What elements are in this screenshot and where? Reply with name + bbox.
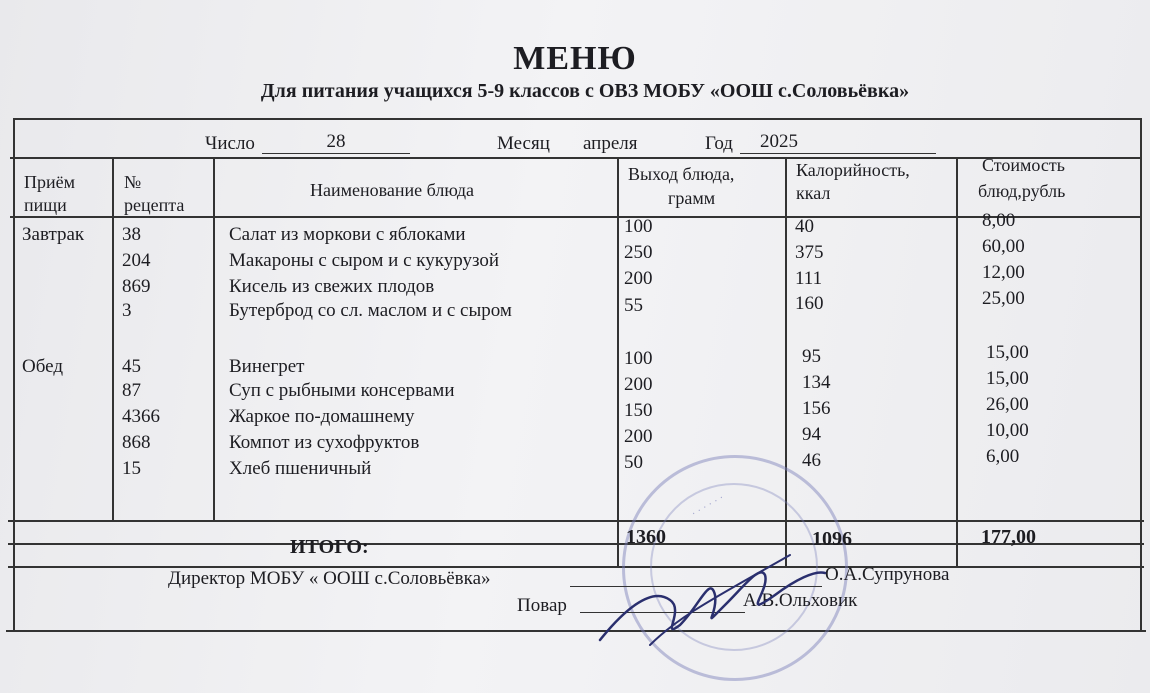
dish-cell: Салат из моркови с яблоками <box>229 224 466 245</box>
yield-cell: 200 <box>624 374 653 395</box>
dish-cell: Компот из сухофруктов <box>229 432 420 453</box>
day-label: Число <box>205 133 255 154</box>
year-value: 2025 <box>740 131 936 154</box>
month-label: Месяц <box>497 133 550 154</box>
header-cal-1: Калорийность, <box>796 160 910 180</box>
calories-cell: 134 <box>802 372 831 393</box>
calories-cell: 95 <box>802 346 821 367</box>
recipe-cell: 4366 <box>122 406 160 427</box>
cost-cell: 15,00 <box>986 342 1029 363</box>
recipe-cell: 38 <box>122 224 141 245</box>
calories-cell: 40 <box>795 216 814 237</box>
meal-label-lunch: Обед <box>22 356 63 377</box>
yield-cell: 150 <box>624 400 653 421</box>
dish-cell: Макароны с сыром и с кукурузой <box>229 250 500 271</box>
recipe-cell: 868 <box>122 432 151 453</box>
yield-cell: 200 <box>624 426 653 447</box>
totals-yield: 1360 <box>626 526 666 548</box>
dish-cell: Бутерброд со сл. маслом и с сыром <box>229 300 512 321</box>
dish-cell: Кисель из свежих плодов <box>229 276 435 297</box>
recipe-cell: 15 <box>122 458 141 479</box>
header-cost-2: блюд,рубль <box>978 181 1066 201</box>
dish-cell: Суп с рыбными консервами <box>229 380 455 401</box>
header-cost-1: Стоимость <box>982 155 1065 175</box>
dish-cell: Жаркое по-домашнему <box>229 406 415 427</box>
director-name: О.А.Супрунова <box>825 564 950 585</box>
recipe-cell: 45 <box>122 356 141 377</box>
yield-cell: 100 <box>624 348 653 369</box>
yield-cell: 55 <box>624 295 643 316</box>
calories-cell: 375 <box>795 242 824 263</box>
calories-cell: 46 <box>802 450 821 471</box>
dish-cell: Хлеб пшеничный <box>229 458 372 479</box>
cook-name: А.В.Ольховик <box>743 590 858 611</box>
header-meal-2: пищи <box>24 195 67 215</box>
recipe-cell: 204 <box>122 250 151 271</box>
yield-cell: 50 <box>624 452 643 473</box>
totals-cost: 177,00 <box>981 526 1036 548</box>
yield-cell: 200 <box>624 268 653 289</box>
calories-cell: 160 <box>795 293 824 314</box>
day-value: 28 <box>262 131 410 154</box>
cost-cell: 12,00 <box>982 262 1025 283</box>
header-recipe-1: № <box>124 172 142 192</box>
month-value: апреля <box>583 133 638 154</box>
calories-cell: 94 <box>802 424 821 445</box>
recipe-cell: 87 <box>122 380 141 401</box>
yield-cell: 100 <box>624 216 653 237</box>
calories-cell: 111 <box>795 268 823 289</box>
handwritten-signature <box>590 545 830 655</box>
totals-calories: 1096 <box>812 528 852 550</box>
dish-cell: Винегрет <box>229 356 305 377</box>
cost-cell: 26,00 <box>986 394 1029 415</box>
header-recipe-2: рецепта <box>124 195 185 215</box>
cost-cell: 8,00 <box>982 210 1016 231</box>
document-title: МЕНЮ <box>513 40 637 77</box>
header-dish: Наименование блюда <box>310 180 475 200</box>
header-yield-2: грамм <box>668 188 716 208</box>
calories-cell: 156 <box>802 398 831 419</box>
yield-cell: 250 <box>624 242 653 263</box>
year-label: Год <box>705 133 733 154</box>
cost-cell: 60,00 <box>982 236 1025 257</box>
header-cal-2: ккал <box>796 183 831 203</box>
recipe-cell: 869 <box>122 276 151 297</box>
director-label: Директор МОБУ « ООШ с.Соловьёвка» <box>168 568 491 589</box>
header-meal-1: Приём <box>24 172 76 192</box>
meal-label-breakfast: Завтрак <box>22 224 85 245</box>
cook-label: Повар <box>517 595 567 616</box>
stamp-lettering: · · · · · · <box>689 491 727 521</box>
cost-cell: 6,00 <box>986 446 1020 467</box>
cost-cell: 25,00 <box>982 288 1025 309</box>
document-subtitle: Для питания учащихся 5-9 классов с ОВЗ МОБУ «ООШ с.Соловьёвка» <box>260 80 910 102</box>
recipe-cell: 3 <box>122 300 132 321</box>
header-yield-1: Выход блюда, <box>628 164 735 184</box>
cost-cell: 10,00 <box>986 420 1029 441</box>
totals-label: ИТОГО: <box>290 536 369 558</box>
cost-cell: 15,00 <box>986 368 1029 389</box>
